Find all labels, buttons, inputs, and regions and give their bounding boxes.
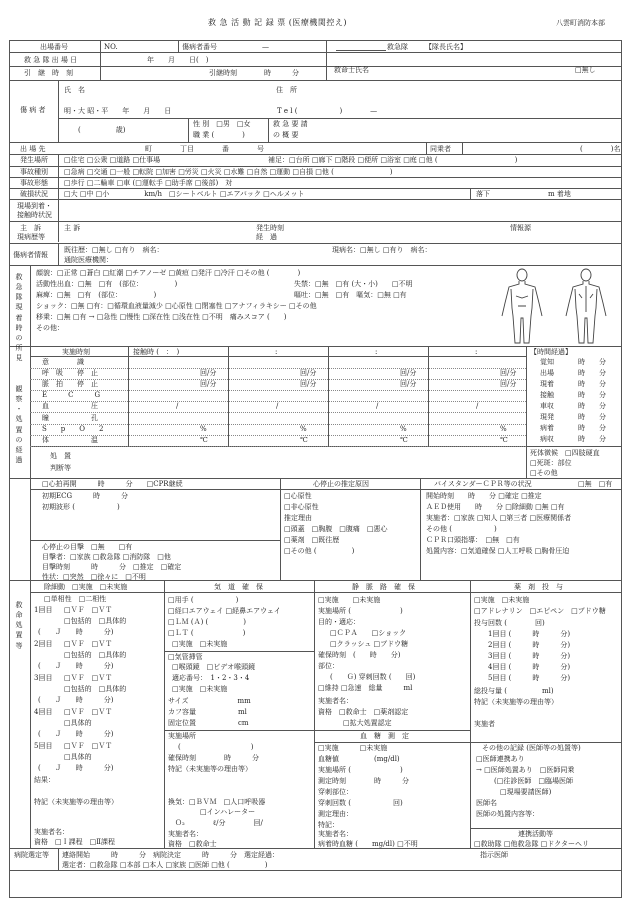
patient-sex: 性 別 □男 □女 [193,120,251,128]
time-record-value: 時 分 [578,358,606,366]
glucose-after: 病着時血糖 ( mg/dl) □不明 [318,840,418,848]
vital-unit: 回/分 [500,369,517,378]
time-colon-4: : [475,348,478,356]
bystander-other: その他 ( ) [426,525,497,533]
vital-row-label: E C G [42,391,101,400]
defib-shot-mode: □具体的 [64,719,92,727]
vital-row-label: 血 圧 [42,402,98,411]
airway-time: 確保時刻 時 分 [168,754,259,762]
oxygen: Ｏ₂ ℓ/分 回/ [175,819,263,827]
death-signs-2: □死斑：部位 [530,459,572,467]
vital-unit: % [500,424,507,433]
defib-shot-rhythm: □ＶＦ □ＶＴ [64,606,113,614]
airway-place: 実施場所 [168,732,196,740]
vital-unit: ℃ [200,435,208,444]
bleed-label: 活動性出血：□無 □有 (部位： ) [36,280,178,288]
patient-birth-label: 明・大 昭・平 年 月 日 [64,107,172,115]
fall-label: 落下 [476,190,490,198]
cause-noncardiac: □非心原性 [284,503,319,511]
defib-shot-rhythm: □ＶＦ □ＶＴ [64,708,113,716]
vital-unit: ℃ [500,435,508,444]
glucose-value: 血糖値 (mg/dl) [318,755,400,763]
body-front-figure [496,268,548,346]
shock-label: ショック：□無 □有：□循環血液量減少 □心原性 □閉塞性 □アナフィラキシー □その他 [36,302,317,310]
time-colon-3: : [375,348,378,356]
footer-doctor: 指示医師 [480,851,508,859]
team-label: 救急隊 [387,43,408,51]
paramedic-none: □無し [575,66,596,74]
drug-dose-row: 2回目 ( 時 分) [488,641,571,649]
glucose-done: □実施 □未実施 [318,744,388,752]
defib-shot-mode: □包括的 □具体的 [64,617,127,625]
cause-detail: □頭蓋 □胸腹 □腹痛 □悪心 [284,525,388,533]
time-record-value: 時 分 [578,391,606,399]
time-record-key: 車収 [540,402,554,410]
nature-label: 性状：□突然 □徐々に □不明 [42,573,146,581]
vital-unit: % [200,424,207,433]
defib-shot-mode: □包括的 □具体的 [64,685,127,693]
doctor-coop: □医師連携あり [476,755,525,763]
drug-label: 薬 剤 投 与 [514,583,563,591]
cpr-contents: 処置内容：□気道確保 □人工呼吸 □胸骨圧迫 [426,547,570,555]
doctor-type: (□往診医師 □臨場医師 [494,777,573,785]
accident-form-options: □歩行 □二輪車 □車 (□運転手 □助手席 □後部) 対 [64,179,233,187]
dash: — [262,43,269,51]
drug-special: 特記（未実施等の理由等） [474,698,558,706]
patient-address-label: 住 所 [276,86,297,94]
main-complaint-label: 主 訴 [64,224,81,232]
incontinence-label: 失禁：□無 □有 (大・小) □不明 [294,280,413,288]
inhalator: □インハレーター [200,808,256,816]
witness-label: 心停止の目撃 □無 □有 [42,543,133,551]
form-title: 救 急 活 動 記 録 票 (医療機関控え) [208,18,348,27]
airway-lm: □ＬＭ (Ａ) ( ) [168,618,246,626]
history-label: 傷病者情報 [13,251,48,259]
vital-row-divider [30,368,526,369]
handover-label: 引 継 時 刻 [24,69,73,77]
time-record-value: 時 分 [578,369,606,377]
accident-type-label: 事故種別 [20,168,48,176]
time-record-label: 【時間経過】 [530,348,572,356]
vitals-section-label: 観 察 ・ 処 置 の 経 過 [15,385,23,464]
time-record-value: 時 分 [578,413,606,421]
defib-shot-number: 4回目 [34,708,53,716]
patient-age: ( 歳) [78,126,126,134]
arrival-label: 現場到着・ [17,202,52,210]
airway-label: 気 道 確 保 [214,583,263,591]
date-label: 救 急 隊 出 場 日 [24,56,78,64]
vital-unit: / [276,402,279,411]
paralysis-label: 麻痺：□無 □有 (部位： ) [36,291,157,299]
defib-qualification: 資格 □Ｉ課程 □Ⅱ課程 [34,838,115,846]
intubation-done: □実施 □未実施 [172,685,228,693]
cuff-volume: カフ容量 ml [168,708,247,716]
drug-count: 投与回数 ( 回) [474,619,545,627]
estimate-label: 推定理由 [284,514,312,522]
vital-unit: ℃ [300,435,308,444]
drug-dose-row: 3回目 ( 時 分) [488,652,571,660]
cause-cardiac: □心原性 [284,492,312,500]
iv-fluid: □維持 □急速 総量 ml [318,684,413,692]
glucose-site: 穿刺部位： [318,788,353,796]
airway-lt: □ＬＴ ( ) [168,629,246,637]
drug-performer: 実施者 [474,720,495,728]
defib-shot-time: ( Ｊ 時 分) [38,628,114,636]
course-label: 経 過 [256,233,277,241]
current-disease: 現病名：□無し □有り 病名： [332,246,432,254]
fix-position: 固定位置 cm [168,719,249,727]
vital-unit: 回/分 [200,369,217,378]
bystander-start: 開始時刻 時 分 □確定 □推定 [426,492,542,500]
defib-shot-mode: □具体的 [64,753,92,761]
occurrence-place-options: □住宅 □公衆 □道路 □仕事場 [64,156,161,164]
vomit-label: 嘔吐：□無 □有 嘔気：□無 □有 [294,291,407,299]
iv-qualification-2: □拡大処置認定 [343,719,392,727]
witness-time: 目撃時刻 時 分 □推定 □確定 [42,563,182,571]
vital-row-divider [30,390,526,391]
vital-unit: / [176,402,179,411]
defib-shot-rhythm: □ＶＦ □ＶＴ [64,674,113,682]
bystander-label: バイスタンダーＣＰＲ等の状況 [434,480,532,488]
time-record-key: 病収 [540,435,554,443]
cause-label: 心停止の推定原因 [313,480,369,488]
cause-detail2: □薬剤 □既往歴 [284,536,340,544]
drug-total: 総投与量 ( ml) [474,687,554,695]
place-address-format: 町 丁目 番 号 [145,145,264,153]
doctor-procedure: → □医師処置あり □医師同乗 [476,766,575,774]
vital-row-label: 体 温 [42,435,98,444]
cpr-guide-label: ＣＰＲ口頭指導： □無 □有 [426,536,520,544]
vital-row-divider [30,435,526,436]
time-record-value: 時 分 [578,402,606,410]
info-source-label: 情報源 [510,224,531,232]
cause-other: □その他 ( ) [284,547,355,555]
vital-unit: 回/分 [200,380,217,389]
intubation-attempts: 適応番号： 1・2・3・4 [172,674,250,682]
defib-shot-number: 3回目 [34,674,53,682]
body-back-figure [560,268,612,346]
defib-shot-time: ( Ｊ 時 分) [38,662,114,670]
fall-unit: m 着地 [548,190,571,198]
defib-label: 除細動 □実施 □未実施 [44,583,128,591]
vital-row-label: 呼 吸 停 止 [42,369,98,378]
airway-performer: 実施者名： [168,830,203,838]
glucose-reason: 測定理由： [318,810,353,818]
glucose-time: 測定時刻 時 分 [318,777,409,785]
no-label: NO. [104,43,118,51]
airway-place-format: ( ) [178,743,254,751]
footer-contact: 連絡開始 時 分 病院決定 時 分 選定経過： [62,851,279,859]
contact-time-label: 接触時 ( ： ) [133,348,180,356]
vital-unit: 回/分 [300,380,317,389]
iv-qualification: 資格 □救命士 □薬剤認定 [318,708,409,716]
time-record-key: 接触 [540,391,554,399]
hospital-label: 通院医療機関： [64,256,113,264]
glucose-place: 実施場所 ( ) [318,766,403,774]
time-record-key: 現着 [540,380,554,388]
defib-shot-number: 2回目 [34,640,53,648]
vital-unit: 回/分 [400,380,417,389]
date-format: 年 月 日( ) [147,56,209,64]
occurrence-place-label: 発生場所 [20,156,48,164]
drug-done: □実施 □未実施 [474,596,530,604]
ventilation: 換気：□ＢＶＭ □人口呼吸器 [168,798,266,806]
footer-label: 病院選定等 [14,851,49,859]
accident-form-label: 事故形態 [20,179,48,187]
rescue-section-label: 救 命 処 置 等 [15,601,23,650]
past-history: 既往歴：□無し □有り 病名： [64,246,164,254]
intubation-label: □気管挿管 [168,653,203,661]
other-record-label: その他の記録 (医師等の処置等) [482,744,581,752]
patient-job: 職 業 ( ) [193,131,245,139]
patient-section-label: 傷 病 者 [20,106,46,114]
companion-label: 同乗者 [430,145,451,153]
request-label: 救 急 要 請 [273,120,308,128]
defib-shot-time: ( Ｊ 時 分) [38,764,114,772]
paramedic-label: 救命士氏名 [334,66,369,74]
defib-shot-time: ( Ｊ 時 分) [38,730,114,738]
vital-unit: / [376,402,379,411]
defib-phase: □単相性 □二相性 [44,595,107,603]
time-record-key: 病着 [540,424,554,432]
time-label: 実施時刻 [62,348,90,356]
vital-row-label: S p O 2 [42,424,104,433]
treatment-label: 処 置 [50,452,71,460]
drug-dose-row: 1回目 ( 時 分) [488,630,571,638]
iv-time: 確保時刻 ( 時 分) [318,651,401,659]
judge-label: 判断等 [50,464,71,472]
vital-unit: % [300,424,307,433]
handover-time-label: 引継時刻 [209,69,237,77]
vital-row-divider [30,446,526,447]
iv-done: □実施 □未実施 [318,596,381,604]
time-record-value: 時 分 [578,380,606,388]
defib-shot-mode: □包括的 □具体的 [64,651,127,659]
time-record-value: 時 分 [578,435,606,443]
coop-options: □救助隊 □他救急隊 □ドクターヘリ [474,840,590,848]
iv-label: 静 脈 路 確 保 [352,583,415,591]
receiver-number-label: 傷病者番号 [182,43,217,51]
place-label: 出 場 先 [20,145,46,153]
vital-row-divider [30,379,526,380]
cpr-resume-label: □心拍再開 時 分 □CPR継続 [42,480,183,488]
airway-oral: □経口エアウェイ □経鼻エアウェイ [168,607,281,615]
tube-size: サイズ mm [168,697,251,705]
time-record-key: 覚知 [540,358,554,366]
doctor-name: 医師名 [476,799,497,807]
initial-ecg-label: 初期ECG 時 分 [42,492,129,500]
accident-type-options: □急病 □交通 □一般 □転院 □加害 □労災 □火災 □水難 □自然 □運動 □自損 □他 ( ) [64,168,393,176]
iv-place: 実施場所 ( ) [318,607,403,615]
vital-unit: 回/分 [400,369,417,378]
occurrence-place-detail: 補足：□台所 □廊下 □階段 □便所 □浴室 □庭 □他 ( ) [268,156,518,164]
glucose-label: 血 糖 測 定 [360,732,409,740]
aed-label: ＡＥＤ使用 時 分 □除細動 □無 □有 [426,503,565,511]
doctor-proc-content: 医師の処置内容等： [476,810,539,818]
defib-shot-time: ( Ｊ 時 分) [38,696,114,704]
witness-options: 目撃者：□家族 □救急隊 □消防隊 □他 [42,553,171,561]
vital-row-label: 脈 拍 停 止 [42,380,98,389]
drug-dose-row: 4回目 ( 時 分) [488,663,571,671]
glucose-special: 特記： [318,821,339,829]
vital-row-label: 意 識 [42,358,84,366]
defib-shot-number: 5回目 [34,742,53,750]
airway-special: 特記（未実施等の理由等） [168,765,252,773]
request-label2: の 概 要 [273,131,299,139]
defib-result: 結果： [34,776,55,784]
doctor-field: □現場要請医師) [500,788,552,796]
org-name: 八雲町消防本部 [556,19,605,27]
complaint-label: 主 訴 [20,224,41,232]
time-record-key: 現発 [540,413,554,421]
onset-label: 発生時刻 [256,224,284,232]
iv-cpa: □ＣＰＡ □ショック [330,629,407,637]
glucose-count: 穿刺回数 ( 回) [318,799,403,807]
iv-purpose: 目的・適応： [318,618,360,626]
vital-row-label: 瞳 孔 [42,413,98,422]
defib-shot-rhythm: □ＶＦ □ＶＴ [64,742,113,750]
bystander-options: □無 □有 [578,480,613,488]
airway-done: □実施 □未実施 [172,640,228,648]
glucose-performer: 実施者名： [318,830,353,838]
vital-unit: / [476,402,479,411]
airway-qualification: 資格 □救命士 [168,840,217,848]
bystander-performer: 実施者：□家族 □知人 □第三者 □医療関係者 [426,514,572,522]
vital-unit: % [400,424,407,433]
iv-count: ( Ｇ) 穿刺回数 ( 回) [330,673,416,681]
time-colon-2: : [275,348,278,356]
death-signs-label: 死体徴候 □四肢硬直 [530,449,600,457]
face-label: 顔貌：□正常 □蒼白 □紅潮 □チアノーゼ □黄疸 □発汗 □冷汗 □その他 ( ) [36,269,301,277]
damage-options: □大 □中 □小 km/h □シートベルト □エアバック □ヘルメット [64,190,305,198]
iv-site: 部位： [318,662,339,670]
iv-crush: □クラッシュ □ブドウ糖 [330,640,409,648]
iv-performer: 実施者名： [318,697,353,705]
dispatch-number-label: 出場番号 [40,43,68,51]
drug-options: □アドレナリン □エピペン □ブドウ糖 [474,607,606,615]
defib-special: 特記（未実施等の理由等） [34,798,118,806]
defib-shot-rhythm: □ＶＦ □ＶＴ [64,640,113,648]
other-label: その他： [36,324,64,332]
vital-unit: 回/分 [500,380,517,389]
intubation-options: □喉頭鏡 □ビデオ喉頭鏡 [172,663,256,671]
airway-manual: □用手 ( ) [168,596,239,604]
transfer-label: 移乗：□無 □有 → □急性 □慢性 □深在性 □浅在性 □不明 痛みスコア ( ) [36,313,287,321]
observation-section-label: 救 急 隊 現 着 時 の 所 見 [15,273,23,363]
defib-shot-number: 1回目 [34,606,53,614]
drug-dose-row: 5回目 ( 時 分) [488,674,571,682]
vital-row-divider [30,412,526,413]
initial-wave-label: 初期波形 ( ) [42,503,120,511]
vital-row-divider [30,424,526,425]
damage-label: 破損状況 [20,190,48,198]
vital-unit: 回/分 [300,369,317,378]
companion-count: ( )名 [580,145,621,153]
time-record-value: 時 分 [578,424,606,432]
leader-label: 【隊長氏名】 [425,43,467,51]
vital-unit: ℃ [400,435,408,444]
time-record-key: 出場 [540,369,554,377]
coop-label: 連携活動等 [518,830,553,838]
footer-selector: 選定者：□救急隊 □本部 □本人 □家族 □医師 □他 ( ) [62,861,268,869]
patient-tel-label: T e l ( ) — [277,107,378,115]
death-signs-3: □その他 [530,469,558,477]
arrival-label2: 接触時状況 [17,211,52,219]
defib-performer: 実施者名： [34,828,69,836]
handover-time-format: 時 分 [264,69,299,77]
complaint-label2: 現病歴等 [17,233,45,241]
patient-name-label: 氏 名 [64,86,85,94]
